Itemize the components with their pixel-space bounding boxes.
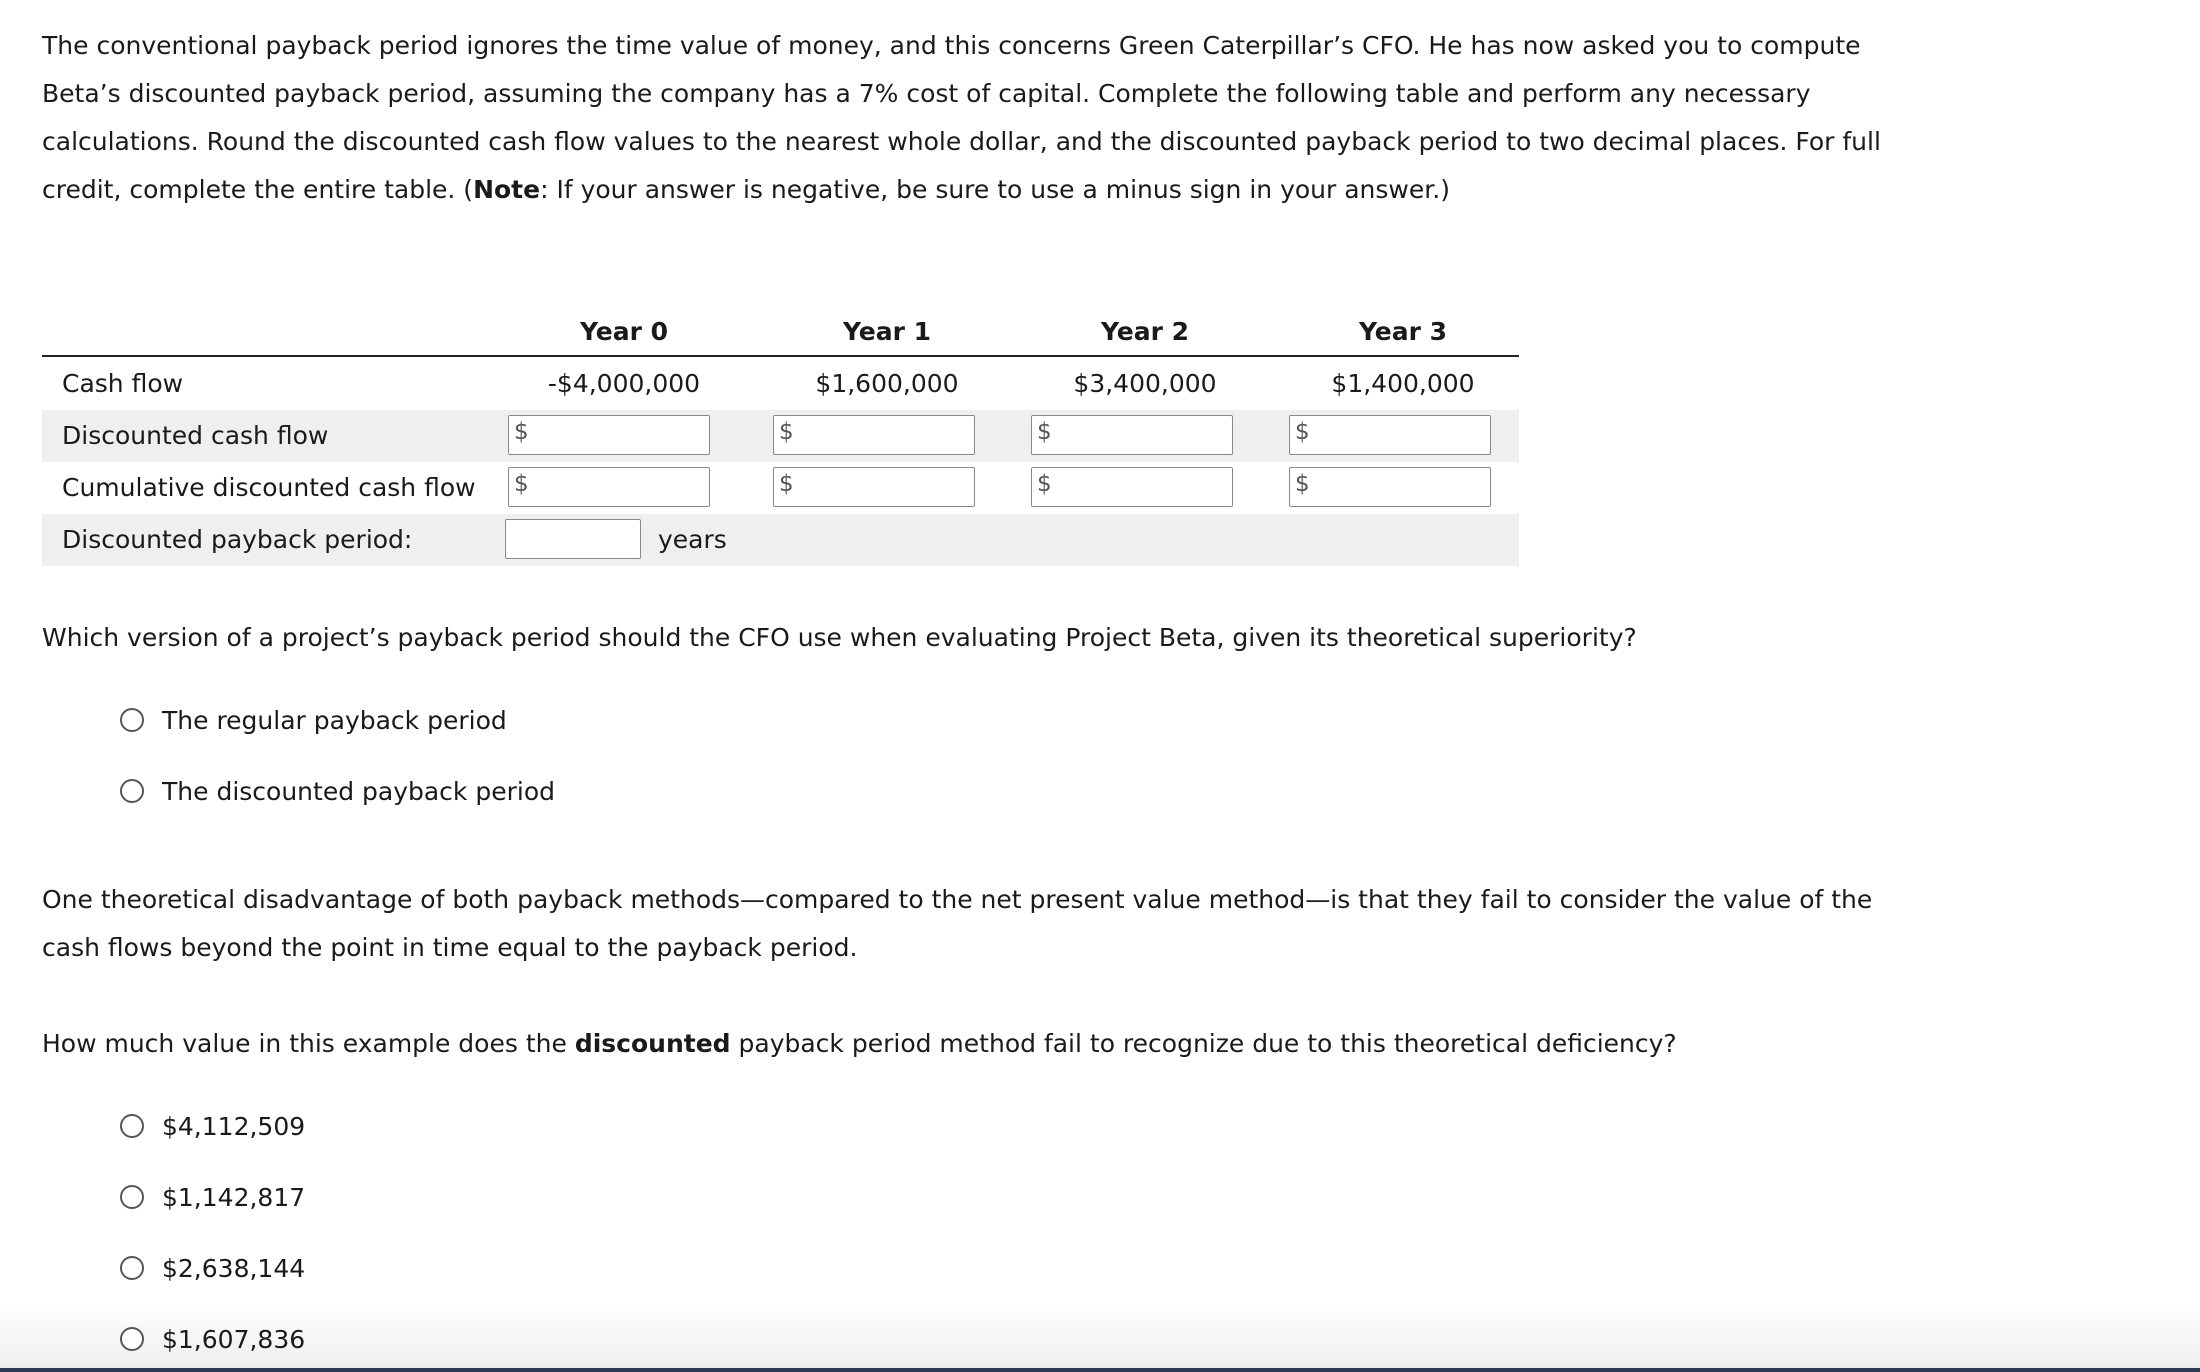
disadvantage-paragraph: One theoretical disadvantage of both payback methods—compared to the net present value method—is that they fail to consider the value of the cash flows beyond the point in time equal to the payback period.: [42, 885, 1873, 962]
payback-period-field[interactable]: [505, 519, 641, 559]
discounted-cash-flow-year-0-input[interactable]: [535, 418, 709, 452]
option-label: $4,112,509: [162, 1111, 306, 1141]
cumulative-year-1-field[interactable]: [773, 467, 975, 507]
discounted-cash-flow-year-1-field[interactable]: [773, 415, 975, 455]
option-label: The regular payback period: [162, 705, 507, 735]
cash-flow-year-3: $1,400,000: [1331, 369, 1475, 398]
dollar-icon: $: [1037, 471, 1052, 497]
cash-flow-year-2: $3,400,000: [1073, 369, 1217, 398]
intro-paragraph: [42, 22, 1882, 214]
option-value-1[interactable]: [120, 1106, 305, 1146]
cash-flow-table: [42, 307, 1519, 567]
question-text: How much value in this example does the: [42, 1029, 575, 1058]
dollar-icon: $: [1037, 419, 1052, 445]
radio-circle-icon[interactable]: [120, 1256, 144, 1280]
cumulative-year-1-input[interactable]: [800, 470, 974, 504]
option-value-4[interactable]: [120, 1319, 305, 1359]
option-regular-payback[interactable]: [120, 700, 507, 740]
discounted-cash-flow-year-3-field[interactable]: [1289, 415, 1491, 455]
option-label: The discounted payback period: [162, 776, 555, 806]
question-payback-version: Which version of a project’s payback period should the CFO use when evaluating Project Beta, given its theoretical superiority?: [42, 623, 1637, 652]
dollar-icon: $: [779, 419, 794, 445]
intro-text: The conventional payback period ignores the time value of money, and this concerns Green Caterpillar’s CFO. He has now asked you to compute Beta’s discounted payback period, assuming the company has a 7% cost of capital. Complete the following table and perform any necessary calculations. Round the discounted cash flow values to the nearest whole dollar, and the discounted payback period to two decimal places. For full credit, complete the entire table. (: [42, 31, 1881, 204]
discounted-cash-flow-year-2-input[interactable]: [1058, 418, 1232, 452]
row-label-cumulative: Cumulative discounted cash flow: [62, 473, 476, 502]
option-value-2[interactable]: [120, 1177, 305, 1217]
discounted-cash-flow-year-3-input[interactable]: [1316, 418, 1490, 452]
dollar-icon: $: [514, 419, 529, 445]
option-label: $2,638,144: [162, 1253, 306, 1283]
header-year-3: Year 3: [1358, 317, 1448, 346]
radio-circle-icon[interactable]: [120, 1185, 144, 1209]
dollar-icon: $: [514, 471, 529, 497]
header-year-1: Year 1: [842, 317, 932, 346]
radio-circle-icon[interactable]: [120, 779, 144, 803]
discounted-cash-flow-year-1-input[interactable]: [800, 418, 974, 452]
payback-period-input[interactable]: [512, 520, 636, 556]
radio-circle-icon[interactable]: [120, 1114, 144, 1138]
row-label-payback-period: Discounted payback period:: [62, 525, 413, 554]
cumulative-year-3-field[interactable]: [1289, 467, 1491, 507]
option-label: $1,607,836: [162, 1324, 306, 1354]
cumulative-year-0-input[interactable]: [535, 470, 709, 504]
option-label: $1,142,817: [162, 1182, 306, 1212]
question-bold: discounted: [574, 1029, 731, 1058]
row-label-cash-flow: Cash flow: [62, 369, 184, 398]
dollar-icon: $: [779, 471, 794, 497]
discounted-cash-flow-year-2-field[interactable]: [1031, 415, 1233, 455]
note-label: Note: [473, 175, 541, 204]
dollar-icon: $: [1295, 471, 1310, 497]
option-value-3[interactable]: [120, 1248, 305, 1288]
cumulative-year-0-field[interactable]: [508, 467, 710, 507]
discounted-cash-flow-year-0-field[interactable]: [508, 415, 710, 455]
payback-period-unit: years: [658, 525, 727, 554]
radio-circle-icon[interactable]: [120, 708, 144, 732]
cash-flow-year-0: -$4,000,000: [547, 369, 701, 398]
header-year-2: Year 2: [1100, 317, 1190, 346]
cumulative-year-2-input[interactable]: [1058, 470, 1232, 504]
bottom-edge: [0, 1368, 2200, 1372]
dollar-icon: $: [1295, 419, 1310, 445]
bottom-fade: [0, 1304, 2200, 1368]
question-unrecognized-value: [42, 1020, 1882, 1068]
question-text-end: payback period method fail to recognize due to this theoretical deficiency?: [730, 1029, 1677, 1058]
header-divider: [42, 355, 1519, 357]
row-label-discounted-cash-flow: Discounted cash flow: [62, 421, 329, 450]
intro-note-text: : If your answer is negative, be sure to use a minus sign in your answer.): [540, 175, 1450, 204]
cumulative-year-3-input[interactable]: [1316, 470, 1490, 504]
cash-flow-year-1: $1,600,000: [815, 369, 959, 398]
option-discounted-payback[interactable]: [120, 771, 555, 811]
header-year-0: Year 0: [579, 317, 669, 346]
radio-circle-icon[interactable]: [120, 1327, 144, 1351]
cumulative-year-2-field[interactable]: [1031, 467, 1233, 507]
